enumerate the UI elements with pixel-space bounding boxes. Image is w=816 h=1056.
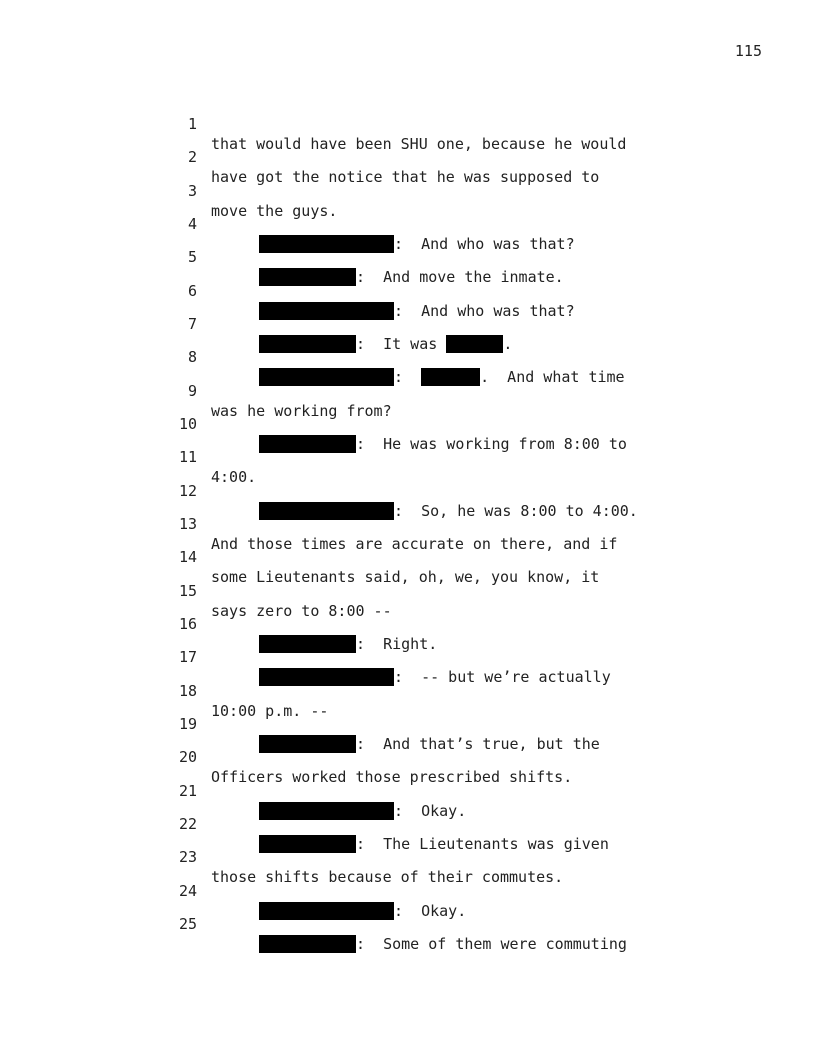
line-number: 18 — [178, 682, 197, 700]
line-text: : The Lieutenants was given — [356, 835, 609, 853]
line-number: 21 — [178, 782, 197, 800]
transcript-line — [0, 361, 392, 420]
redaction-box — [259, 502, 394, 520]
speaker-line — [259, 234, 575, 254]
speaker-line — [259, 801, 466, 821]
line-text: : Okay. — [394, 802, 467, 820]
line-number: 19 — [178, 715, 197, 733]
redaction-box — [259, 368, 394, 386]
line-text: move the guys. — [211, 202, 338, 220]
transcript-line — [0, 561, 392, 620]
line-text: says zero to 8:00 -- — [211, 602, 392, 620]
line-number: 24 — [178, 882, 197, 900]
line-number: 10 — [178, 415, 197, 433]
line-text: . And what time — [480, 368, 625, 386]
redaction-box — [259, 735, 356, 753]
line-number: 17 — [178, 648, 197, 666]
line-text: 4:00. — [211, 468, 257, 486]
line-number: 9 — [187, 382, 197, 400]
line-text: 10:00 p.m. -- — [211, 702, 329, 720]
speaker-line — [259, 834, 609, 854]
line-text: : He was working from 8:00 to — [356, 435, 627, 453]
speaker-line — [259, 667, 611, 687]
redaction-box — [446, 335, 503, 353]
line-text: was he working from? — [211, 402, 392, 420]
line-number: 20 — [178, 748, 197, 766]
line-text: : And that’s true, but the — [356, 735, 600, 753]
line-number: 14 — [178, 548, 197, 566]
redaction-box — [259, 268, 356, 286]
speaker-line — [259, 334, 512, 354]
line-number: 11 — [178, 448, 197, 466]
line-text: : — [394, 368, 422, 386]
line-number: 4 — [187, 215, 197, 233]
speaker-line — [259, 501, 638, 521]
redaction-box — [259, 835, 356, 853]
line-text: : And move the inmate. — [356, 268, 564, 286]
speaker-line — [259, 934, 627, 954]
redaction-box — [259, 435, 356, 453]
line-number: 3 — [187, 182, 197, 200]
line-number: 7 — [187, 315, 197, 333]
line-number: 5 — [187, 248, 197, 266]
line-text: : And who was that? — [394, 302, 575, 320]
line-number: 8 — [187, 348, 197, 366]
line-text: Officers worked those prescribed shifts. — [211, 768, 573, 786]
line-text: : It was — [356, 335, 447, 353]
line-text: have got the notice that he was supposed to — [211, 168, 600, 186]
redaction-box — [259, 802, 394, 820]
redaction-box — [421, 368, 480, 386]
line-text: And those times are accurate on there, and if — [211, 535, 618, 553]
line-text: . — [503, 335, 513, 353]
line-number: 2 — [187, 148, 197, 166]
speaker-line — [259, 734, 600, 754]
redaction-box — [259, 335, 356, 353]
speaker-line — [259, 301, 575, 321]
line-number: 25 — [178, 915, 197, 933]
transcript-line — [0, 661, 329, 720]
line-text: those shifts because of their commutes. — [211, 868, 564, 886]
line-text: : Right. — [356, 635, 438, 653]
redaction-box — [259, 902, 394, 920]
speaker-line — [259, 634, 437, 654]
line-text: : Some of them were commuting — [356, 935, 627, 953]
line-text: some Lieutenants said, oh, we, you know, it — [211, 568, 600, 586]
transcript-line — [0, 161, 338, 220]
speaker-line — [259, 434, 627, 454]
redaction-box — [259, 302, 394, 320]
speaker-line — [259, 267, 564, 287]
redaction-box — [259, 935, 356, 953]
page-number: 115 — [734, 42, 762, 60]
transcript-line — [0, 94, 627, 153]
speaker-line — [259, 367, 625, 387]
line-text: : Okay. — [394, 902, 467, 920]
line-text: that would have been SHU one, because he would — [211, 135, 627, 153]
speaker-line — [259, 901, 466, 921]
redaction-box — [259, 235, 394, 253]
line-number: 22 — [178, 815, 197, 833]
line-number: 13 — [178, 515, 197, 533]
line-number: 12 — [178, 482, 197, 500]
line-text: : And who was that? — [394, 235, 575, 253]
line-number: 15 — [178, 582, 197, 600]
line-number: 1 — [187, 115, 197, 133]
line-text: : So, he was 8:00 to 4:00. — [394, 502, 638, 520]
redaction-box — [259, 668, 394, 686]
line-number: 6 — [187, 282, 197, 300]
transcript-line — [0, 461, 638, 520]
transcript-line — [0, 427, 257, 486]
line-text: : -- but we’re actually — [394, 668, 611, 686]
line-number: 23 — [178, 848, 197, 866]
line-number: 16 — [178, 615, 197, 633]
redaction-box — [259, 635, 356, 653]
